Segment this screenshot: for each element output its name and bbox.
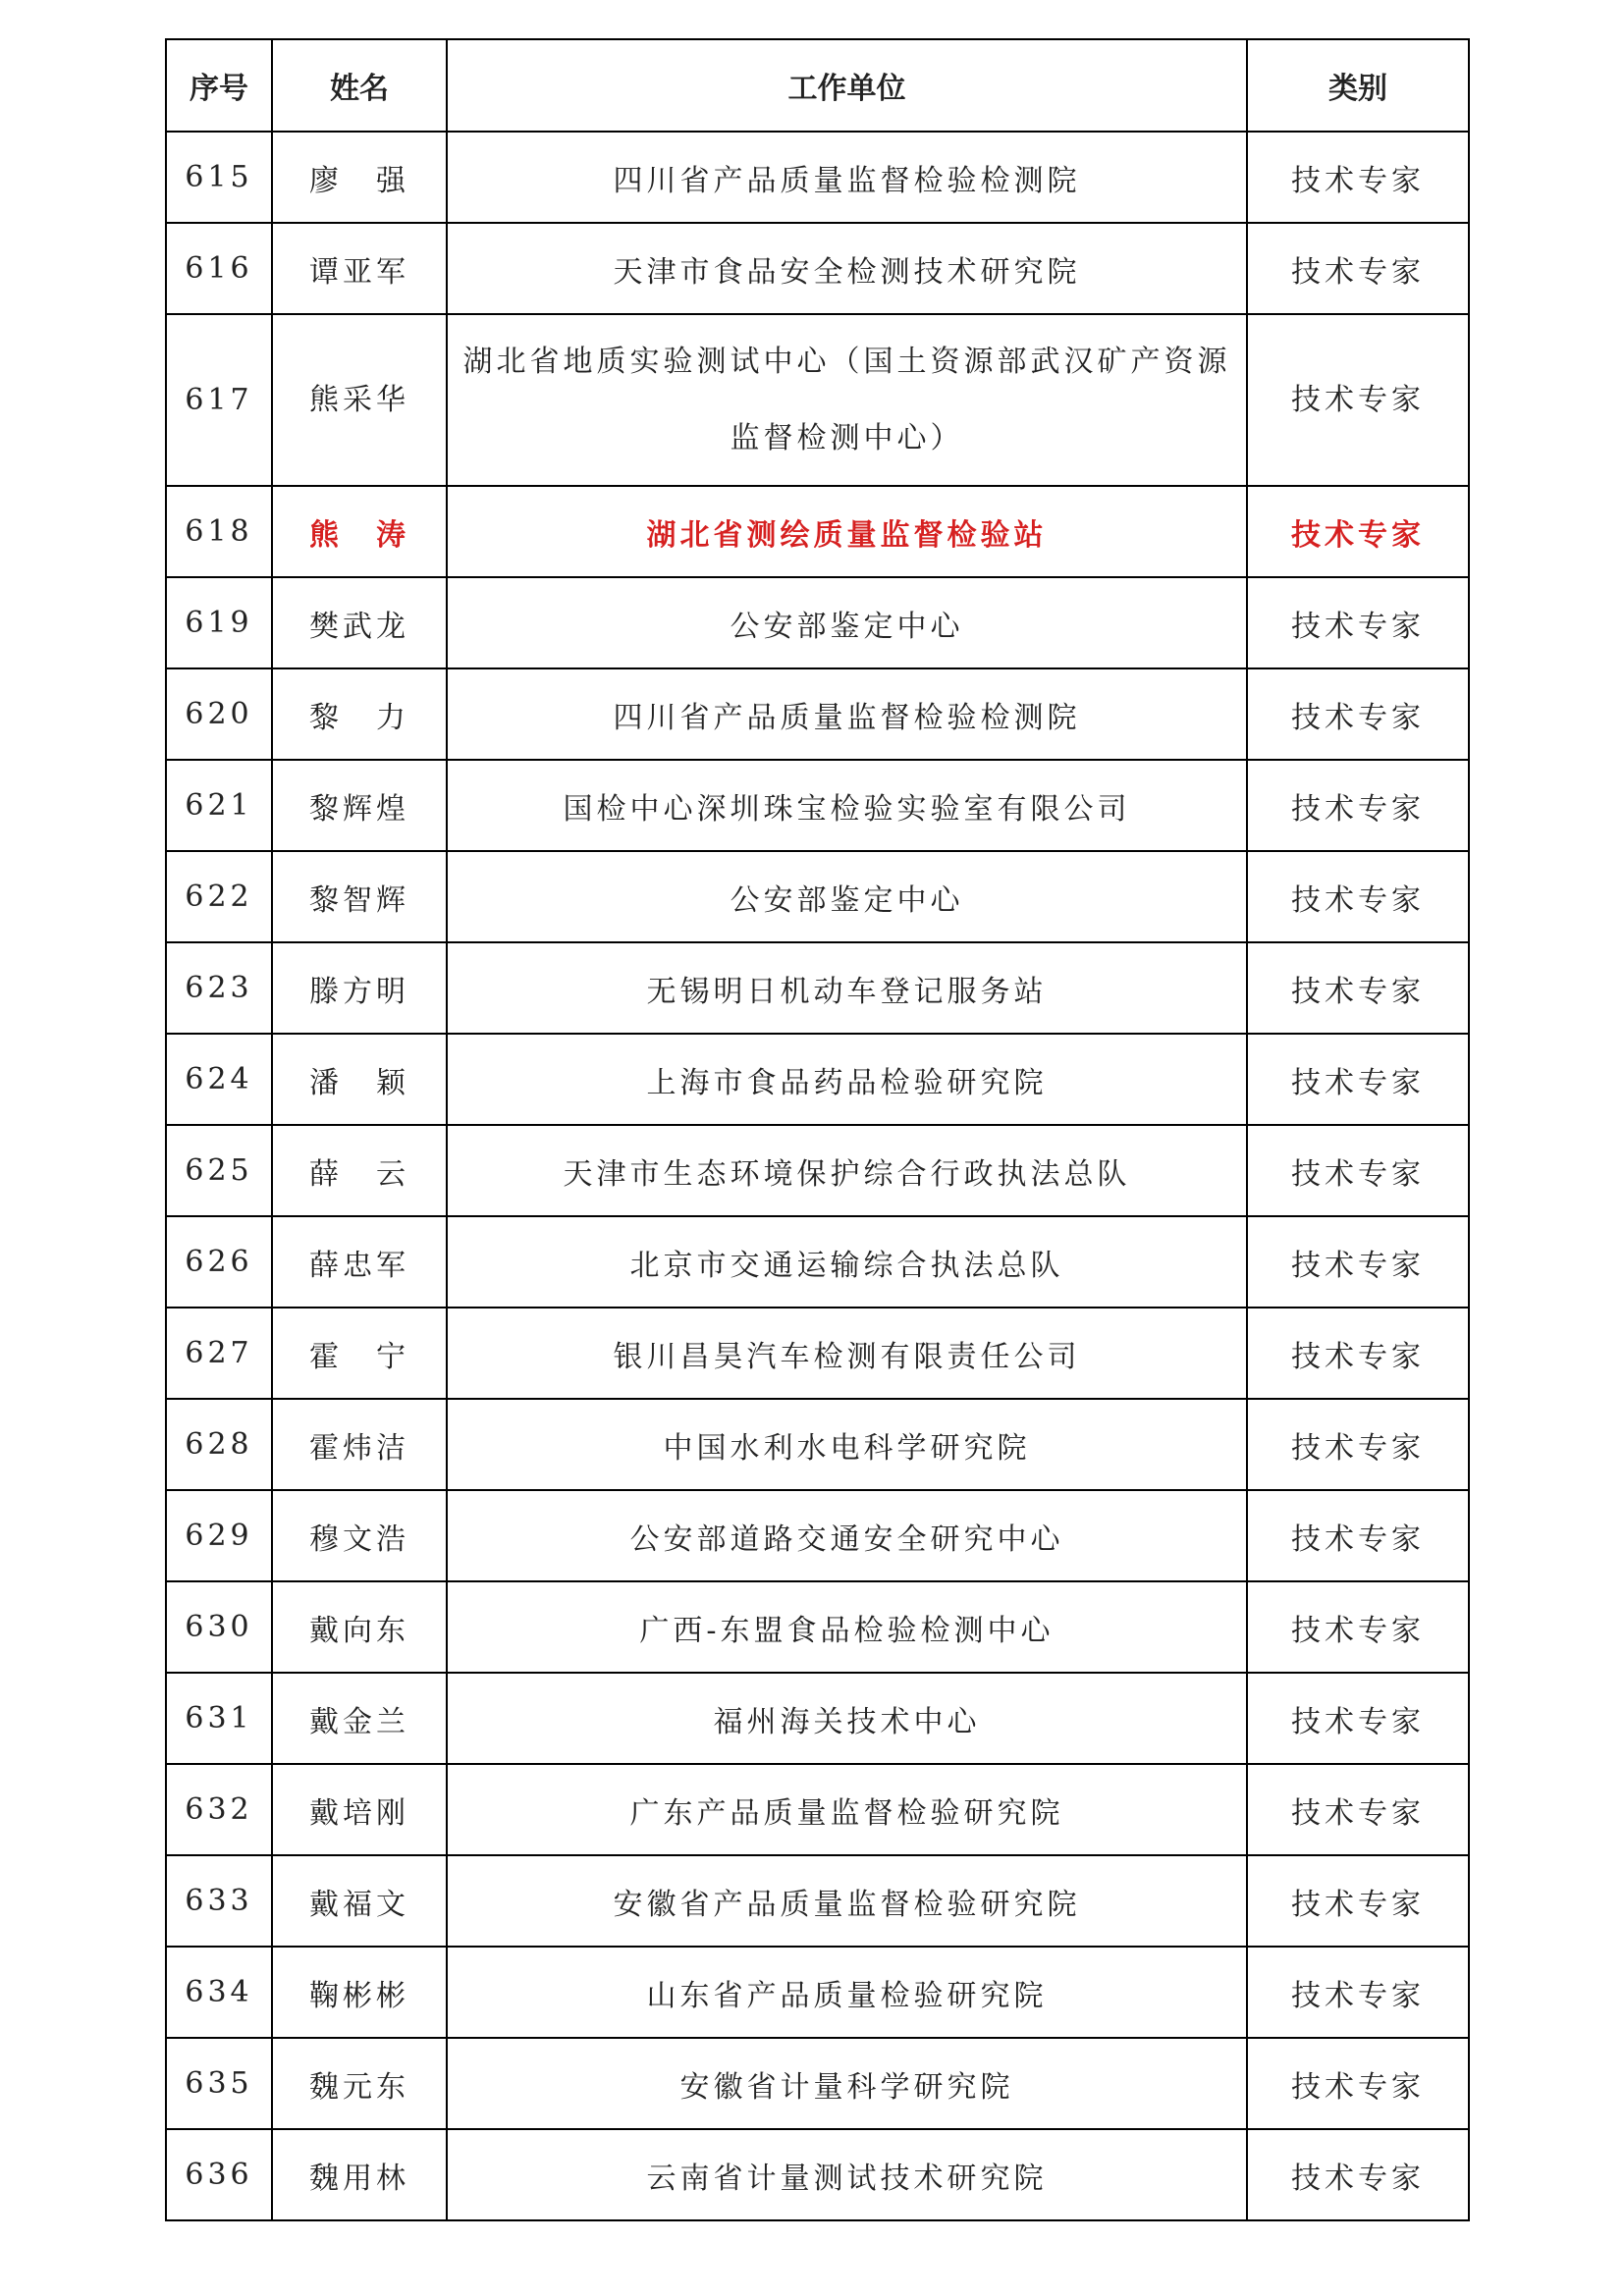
row-category: 技术专家 xyxy=(1247,1308,1469,1399)
row-category: 技术专家 xyxy=(1247,668,1469,760)
row-unit: 天津市食品安全检测技术研究院 xyxy=(447,223,1247,314)
row-seq: 622 xyxy=(166,851,272,942)
row-unit: 无锡明日机动车登记服务站 xyxy=(447,942,1247,1034)
row-name: 戴福文 xyxy=(272,1855,447,1947)
row-unit: 四川省产品质量监督检验检测院 xyxy=(447,132,1247,223)
table-row xyxy=(166,1125,1469,1216)
row-name: 薛忠军 xyxy=(272,1216,447,1308)
row-name: 戴培刚 xyxy=(272,1764,447,1855)
row-name: 戴向东 xyxy=(272,1581,447,1673)
row-seq: 621 xyxy=(166,760,272,851)
row-seq: 628 xyxy=(166,1399,272,1490)
table-row xyxy=(166,1216,1469,1308)
row-name: 樊武龙 xyxy=(272,577,447,668)
row-seq: 633 xyxy=(166,1855,272,1947)
table-body xyxy=(166,132,1469,2220)
row-category: 技术专家 xyxy=(1247,486,1469,577)
row-name: 熊采华 xyxy=(272,314,447,486)
row-seq: 618 xyxy=(166,486,272,577)
row-unit: 公安部鉴定中心 xyxy=(447,577,1247,668)
row-seq: 631 xyxy=(166,1673,272,1764)
row-seq: 630 xyxy=(166,1581,272,1673)
row-name: 潘 颖 xyxy=(272,1034,447,1125)
row-category: 技术专家 xyxy=(1247,1034,1469,1125)
row-category: 技术专家 xyxy=(1247,132,1469,223)
row-name: 熊 涛 xyxy=(272,486,447,577)
row-name: 黎辉煌 xyxy=(272,760,447,851)
row-unit: 湖北省地质实验测试中心（国土资源部武汉矿产资源监督检测中心） xyxy=(447,314,1247,486)
row-category: 技术专家 xyxy=(1247,1399,1469,1490)
row-category: 技术专家 xyxy=(1247,942,1469,1034)
table-row xyxy=(166,1764,1469,1855)
table-row xyxy=(166,132,1469,223)
row-category: 技术专家 xyxy=(1247,223,1469,314)
row-name: 霍炜洁 xyxy=(272,1399,447,1490)
row-name: 黎 力 xyxy=(272,668,447,760)
row-seq: 632 xyxy=(166,1764,272,1855)
row-unit: 北京市交通运输综合执法总队 xyxy=(447,1216,1247,1308)
table-row xyxy=(166,668,1469,760)
row-unit: 湖北省测绘质量监督检验站 xyxy=(447,486,1247,577)
row-name: 魏用林 xyxy=(272,2129,447,2220)
table-row xyxy=(166,1308,1469,1399)
row-seq: 634 xyxy=(166,1947,272,2038)
table-row xyxy=(166,2129,1469,2220)
table-row xyxy=(166,1490,1469,1581)
row-unit: 广西-东盟食品检验检测中心 xyxy=(447,1581,1247,1673)
header-unit: 工作单位 xyxy=(447,39,1247,132)
header-category: 类别 xyxy=(1247,39,1469,132)
row-seq: 627 xyxy=(166,1308,272,1399)
row-category: 技术专家 xyxy=(1247,1125,1469,1216)
row-seq: 617 xyxy=(166,314,272,486)
row-seq: 615 xyxy=(166,132,272,223)
row-category: 技术专家 xyxy=(1247,1490,1469,1581)
row-category: 技术专家 xyxy=(1247,1581,1469,1673)
table-row xyxy=(166,1855,1469,1947)
row-seq: 624 xyxy=(166,1034,272,1125)
row-name: 廖 强 xyxy=(272,132,447,223)
row-seq: 623 xyxy=(166,942,272,1034)
row-unit: 中国水利水电科学研究院 xyxy=(447,1399,1247,1490)
row-name: 戴金兰 xyxy=(272,1673,447,1764)
row-category: 技术专家 xyxy=(1247,1855,1469,1947)
table-row xyxy=(166,1673,1469,1764)
row-unit: 银川昌昊汽车检测有限责任公司 xyxy=(447,1308,1247,1399)
row-name: 滕方明 xyxy=(272,942,447,1034)
row-seq: 636 xyxy=(166,2129,272,2220)
row-category: 技术专家 xyxy=(1247,851,1469,942)
table-row xyxy=(166,942,1469,1034)
header-name: 姓名 xyxy=(272,39,447,132)
row-unit: 公安部鉴定中心 xyxy=(447,851,1247,942)
row-name: 薛 云 xyxy=(272,1125,447,1216)
row-seq: 625 xyxy=(166,1125,272,1216)
row-unit: 上海市食品药品检验研究院 xyxy=(447,1034,1247,1125)
row-seq: 616 xyxy=(166,223,272,314)
row-unit: 山东省产品质量检验研究院 xyxy=(447,1947,1247,2038)
row-unit: 安徽省计量科学研究院 xyxy=(447,2038,1247,2129)
row-unit: 云南省计量测试技术研究院 xyxy=(447,2129,1247,2220)
row-category: 技术专家 xyxy=(1247,1947,1469,2038)
table-row xyxy=(166,577,1469,668)
row-category: 技术专家 xyxy=(1247,1673,1469,1764)
row-seq: 635 xyxy=(166,2038,272,2129)
table-row xyxy=(166,314,1469,486)
table-row xyxy=(166,223,1469,314)
row-unit: 天津市生态环境保护综合行政执法总队 xyxy=(447,1125,1247,1216)
expert-roster-table xyxy=(165,38,1470,2221)
row-unit: 国检中心深圳珠宝检验实验室有限公司 xyxy=(447,760,1247,851)
row-unit: 安徽省产品质量监督检验研究院 xyxy=(447,1855,1247,1947)
row-seq: 620 xyxy=(166,668,272,760)
row-name: 黎智辉 xyxy=(272,851,447,942)
table-row xyxy=(166,1947,1469,2038)
row-category: 技术专家 xyxy=(1247,1764,1469,1855)
row-seq: 629 xyxy=(166,1490,272,1581)
table-row xyxy=(166,2038,1469,2129)
row-category: 技术专家 xyxy=(1247,1216,1469,1308)
row-name: 霍 宁 xyxy=(272,1308,447,1399)
row-unit: 福州海关技术中心 xyxy=(447,1673,1247,1764)
row-category: 技术专家 xyxy=(1247,577,1469,668)
table-header-row xyxy=(166,39,1469,132)
header-seq: 序号 xyxy=(166,39,272,132)
row-category: 技术专家 xyxy=(1247,760,1469,851)
row-unit: 广东产品质量监督检验研究院 xyxy=(447,1764,1247,1855)
table-row xyxy=(166,760,1469,851)
table-row xyxy=(166,486,1469,577)
table-row xyxy=(166,1034,1469,1125)
table-row xyxy=(166,1581,1469,1673)
row-unit: 四川省产品质量监督检验检测院 xyxy=(447,668,1247,760)
row-unit: 公安部道路交通安全研究中心 xyxy=(447,1490,1247,1581)
row-category: 技术专家 xyxy=(1247,2038,1469,2129)
row-name: 鞠彬彬 xyxy=(272,1947,447,2038)
table-row xyxy=(166,851,1469,942)
row-category: 技术专家 xyxy=(1247,2129,1469,2220)
row-name: 魏元东 xyxy=(272,2038,447,2129)
row-category: 技术专家 xyxy=(1247,314,1469,486)
table-row xyxy=(166,1399,1469,1490)
row-name: 穆文浩 xyxy=(272,1490,447,1581)
row-seq: 619 xyxy=(166,577,272,668)
row-name: 谭亚军 xyxy=(272,223,447,314)
row-seq: 626 xyxy=(166,1216,272,1308)
